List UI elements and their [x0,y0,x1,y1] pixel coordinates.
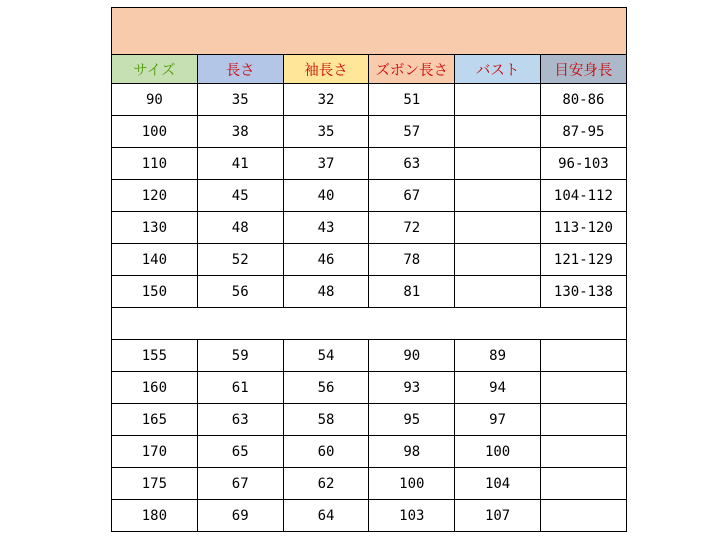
table-row [112,340,627,372]
table-row [112,84,627,116]
table-cell: 96-103 [540,148,626,180]
banner-row [112,8,627,55]
table-row [112,180,627,212]
table-cell: 104-112 [540,180,626,212]
table-cell [455,148,541,180]
table-cell: 60 [283,436,369,468]
table-cell: 46 [283,244,369,276]
table-cell: 98 [369,436,455,468]
table-cell [540,500,626,532]
header-pants-length: ズボン長さ [369,55,455,84]
separator-cell [112,308,627,340]
header-row [112,55,627,84]
table-cell [455,276,541,308]
table-cell [455,116,541,148]
table-cell: 94 [455,372,541,404]
table-cell [455,244,541,276]
table-cell: 103 [369,500,455,532]
table-cell: 100 [369,468,455,500]
table-cell [540,340,626,372]
table-cell: 64 [283,500,369,532]
table-cell: 130 [112,212,198,244]
table-cell: 59 [197,340,283,372]
table-cell: 113-120 [540,212,626,244]
table-cell: 97 [455,404,541,436]
table-cell: 43 [283,212,369,244]
banner-cell [112,8,627,55]
table-cell: 110 [112,148,198,180]
table-cell: 54 [283,340,369,372]
table-cell: 48 [283,276,369,308]
size-chart-table [111,7,627,532]
table-cell: 120 [112,180,198,212]
table-cell: 81 [369,276,455,308]
table-cell: 180 [112,500,198,532]
header-height-guide: 目安身長 [540,55,626,84]
table-cell: 37 [283,148,369,180]
table-cell: 63 [197,404,283,436]
table-cell: 40 [283,180,369,212]
table-cell: 56 [283,372,369,404]
table-cell: 80-86 [540,84,626,116]
table-cell: 170 [112,436,198,468]
table-cell [540,468,626,500]
table-cell: 104 [455,468,541,500]
table-cell: 56 [197,276,283,308]
table-cell: 67 [197,468,283,500]
table-cell: 35 [197,84,283,116]
table-cell: 140 [112,244,198,276]
table-cell: 150 [112,276,198,308]
header-sleeve-length: 袖長さ [283,55,369,84]
table-cell: 35 [283,116,369,148]
table-row [112,116,627,148]
table-row [112,500,627,532]
table-cell [455,84,541,116]
table-cell [540,404,626,436]
table-row [112,276,627,308]
header-length: 長さ [197,55,283,84]
table-row [112,468,627,500]
table-cell: 90 [369,340,455,372]
table-row [112,436,627,468]
table-cell [540,372,626,404]
table-cell: 61 [197,372,283,404]
table-cell [540,436,626,468]
table-cell: 100 [455,436,541,468]
table-cell: 65 [197,436,283,468]
table-cell [455,180,541,212]
table-cell: 67 [369,180,455,212]
separator-row [112,308,627,340]
table-row [112,212,627,244]
table-cell: 32 [283,84,369,116]
table-cell: 87-95 [540,116,626,148]
table-cell: 48 [197,212,283,244]
table-cell: 57 [369,116,455,148]
table-cell: 78 [369,244,455,276]
table-cell: 175 [112,468,198,500]
table-cell: 121-129 [540,244,626,276]
table-row [112,148,627,180]
table-row [112,372,627,404]
table-cell: 90 [112,84,198,116]
table-cell: 160 [112,372,198,404]
table-cell: 51 [369,84,455,116]
table-cell: 45 [197,180,283,212]
table-cell: 95 [369,404,455,436]
table-row [112,404,627,436]
table-cell: 58 [283,404,369,436]
table-cell: 155 [112,340,198,372]
header-bust: バスト [455,55,541,84]
header-size: サイズ [112,55,198,84]
table-cell: 100 [112,116,198,148]
table-cell: 41 [197,148,283,180]
table-cell: 93 [369,372,455,404]
table-cell: 107 [455,500,541,532]
table-cell: 130-138 [540,276,626,308]
table-cell: 38 [197,116,283,148]
table-cell: 72 [369,212,455,244]
table-cell: 63 [369,148,455,180]
table-cell: 165 [112,404,198,436]
table-row [112,244,627,276]
table-cell: 62 [283,468,369,500]
table-cell: 89 [455,340,541,372]
table-cell [455,212,541,244]
table-cell: 52 [197,244,283,276]
table-cell: 69 [197,500,283,532]
